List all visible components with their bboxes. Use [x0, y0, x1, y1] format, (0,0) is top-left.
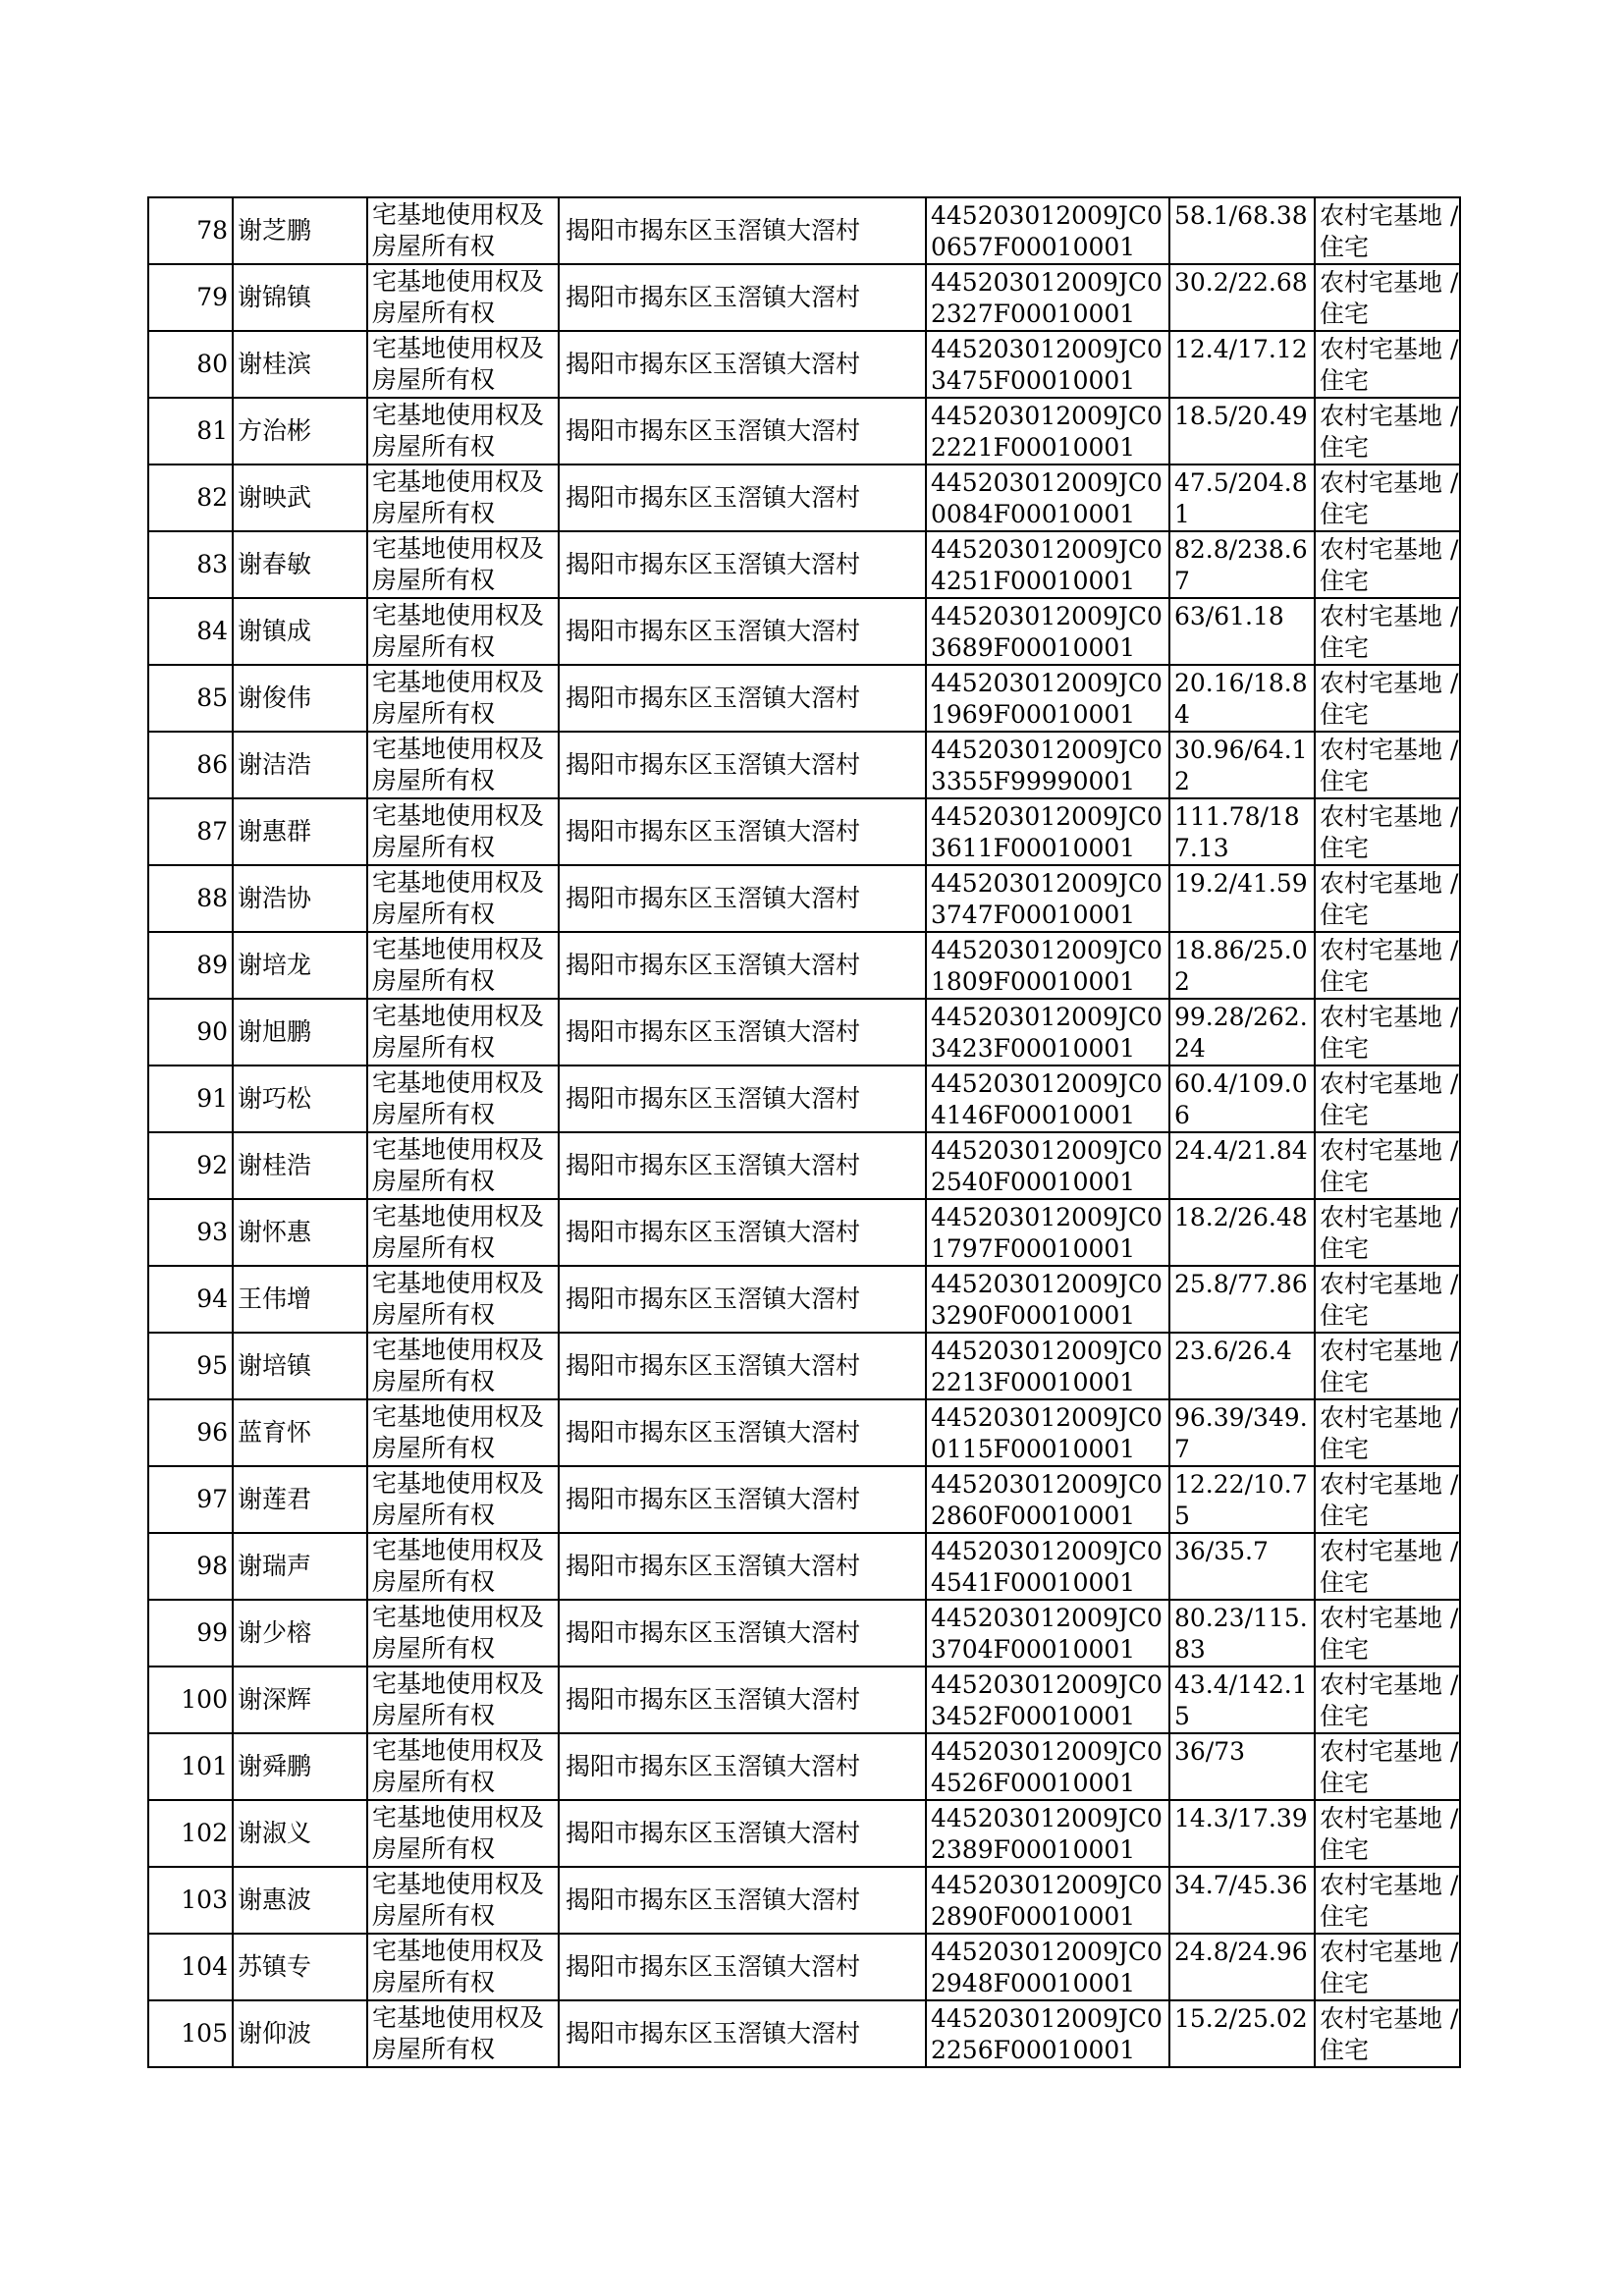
- unit-code: 445203012009JC03704F00010001: [926, 1600, 1169, 1667]
- row-number: 96: [148, 1399, 233, 1466]
- right-type: 宅基地使用权及房屋所有权: [367, 1800, 559, 1867]
- table-row: [148, 531, 1460, 598]
- unit-code: 445203012009JC00657F00010001: [926, 197, 1169, 264]
- unit-code: 445203012009JC03290F00010001: [926, 1266, 1169, 1333]
- land-use: 农村宅基地 / 住宅: [1315, 398, 1460, 464]
- area-value: 23.6/26.4: [1169, 1333, 1315, 1399]
- owner-name: 谢巧松: [233, 1066, 367, 1132]
- property-location: 揭阳市揭东区玉滘镇大滘村: [559, 398, 926, 464]
- land-use: 农村宅基地 / 住宅: [1315, 1533, 1460, 1600]
- table-row: [148, 1867, 1460, 1934]
- right-type: 宅基地使用权及房屋所有权: [367, 598, 559, 665]
- area-value: 25.8/77.86: [1169, 1266, 1315, 1333]
- row-number: 83: [148, 531, 233, 598]
- unit-code: 445203012009JC03423F00010001: [926, 999, 1169, 1066]
- area-value: 18.86/25.02: [1169, 932, 1315, 999]
- right-type: 宅基地使用权及房屋所有权: [367, 1333, 559, 1399]
- row-number: 91: [148, 1066, 233, 1132]
- unit-code: 445203012009JC00084F00010001: [926, 464, 1169, 531]
- land-use: 农村宅基地 / 住宅: [1315, 1333, 1460, 1399]
- unit-code: 445203012009JC04146F00010001: [926, 1066, 1169, 1132]
- land-use: 农村宅基地 / 住宅: [1315, 932, 1460, 999]
- table-row: [148, 1266, 1460, 1333]
- property-location: 揭阳市揭东区玉滘镇大滘村: [559, 531, 926, 598]
- row-number: 97: [148, 1466, 233, 1533]
- area-value: 12.22/10.75: [1169, 1466, 1315, 1533]
- table-row: [148, 1399, 1460, 1466]
- row-number: 84: [148, 598, 233, 665]
- unit-code: 445203012009JC02860F00010001: [926, 1466, 1169, 1533]
- unit-code: 445203012009JC02389F00010001: [926, 1800, 1169, 1867]
- right-type: 宅基地使用权及房屋所有权: [367, 1132, 559, 1199]
- unit-code: 445203012009JC02213F00010001: [926, 1333, 1169, 1399]
- unit-code: 445203012009JC02327F00010001: [926, 264, 1169, 331]
- row-number: 78: [148, 197, 233, 264]
- property-location: 揭阳市揭东区玉滘镇大滘村: [559, 197, 926, 264]
- land-use: 农村宅基地 / 住宅: [1315, 1867, 1460, 1934]
- right-type: 宅基地使用权及房屋所有权: [367, 932, 559, 999]
- table-row: [148, 464, 1460, 531]
- owner-name: 谢芝鹏: [233, 197, 367, 264]
- land-use: 农村宅基地 / 住宅: [1315, 464, 1460, 531]
- property-location: 揭阳市揭东区玉滘镇大滘村: [559, 999, 926, 1066]
- property-location: 揭阳市揭东区玉滘镇大滘村: [559, 1399, 926, 1466]
- area-value: 82.8/238.67: [1169, 531, 1315, 598]
- land-use: 农村宅基地 / 住宅: [1315, 798, 1460, 865]
- table-row: [148, 598, 1460, 665]
- table-row: [148, 1466, 1460, 1533]
- area-value: 20.16/18.84: [1169, 665, 1315, 732]
- owner-name: 谢深辉: [233, 1667, 367, 1733]
- land-use: 农村宅基地 / 住宅: [1315, 1199, 1460, 1266]
- property-location: 揭阳市揭东区玉滘镇大滘村: [559, 1667, 926, 1733]
- owner-name: 谢旭鹏: [233, 999, 367, 1066]
- property-location: 揭阳市揭东区玉滘镇大滘村: [559, 1066, 926, 1132]
- owner-name: 谢莲君: [233, 1466, 367, 1533]
- registration-table-body: [148, 197, 1460, 2067]
- property-location: 揭阳市揭东区玉滘镇大滘村: [559, 1733, 926, 1800]
- area-value: 36/73: [1169, 1733, 1315, 1800]
- owner-name: 谢浩协: [233, 865, 367, 932]
- right-type: 宅基地使用权及房屋所有权: [367, 464, 559, 531]
- table-row: [148, 732, 1460, 798]
- table-row: [148, 1934, 1460, 2000]
- row-number: 92: [148, 1132, 233, 1199]
- right-type: 宅基地使用权及房屋所有权: [367, 1733, 559, 1800]
- land-use: 农村宅基地 / 住宅: [1315, 665, 1460, 732]
- owner-name: 谢怀惠: [233, 1199, 367, 1266]
- table-row: [148, 398, 1460, 464]
- owner-name: 谢培镇: [233, 1333, 367, 1399]
- row-number: 87: [148, 798, 233, 865]
- table-row: [148, 1800, 1460, 1867]
- right-type: 宅基地使用权及房屋所有权: [367, 531, 559, 598]
- area-value: 80.23/115.83: [1169, 1600, 1315, 1667]
- land-use: 农村宅基地 / 住宅: [1315, 1800, 1460, 1867]
- table-row: [148, 999, 1460, 1066]
- right-type: 宅基地使用权及房屋所有权: [367, 1667, 559, 1733]
- right-type: 宅基地使用权及房屋所有权: [367, 1466, 559, 1533]
- owner-name: 谢淑义: [233, 1800, 367, 1867]
- table-row: [148, 865, 1460, 932]
- right-type: 宅基地使用权及房屋所有权: [367, 1867, 559, 1934]
- owner-name: 谢春敏: [233, 531, 367, 598]
- property-location: 揭阳市揭东区玉滘镇大滘村: [559, 1800, 926, 1867]
- right-type: 宅基地使用权及房屋所有权: [367, 798, 559, 865]
- right-type: 宅基地使用权及房屋所有权: [367, 1266, 559, 1333]
- row-number: 104: [148, 1934, 233, 2000]
- area-value: 60.4/109.06: [1169, 1066, 1315, 1132]
- owner-name: 谢映武: [233, 464, 367, 531]
- row-number: 94: [148, 1266, 233, 1333]
- right-type: 宅基地使用权及房屋所有权: [367, 865, 559, 932]
- unit-code: 445203012009JC00115F00010001: [926, 1399, 1169, 1466]
- property-location: 揭阳市揭东区玉滘镇大滘村: [559, 932, 926, 999]
- area-value: 58.1/68.38: [1169, 197, 1315, 264]
- property-location: 揭阳市揭东区玉滘镇大滘村: [559, 1600, 926, 1667]
- unit-code: 445203012009JC03355F99990001: [926, 732, 1169, 798]
- area-value: 19.2/41.59: [1169, 865, 1315, 932]
- table-row: [148, 1667, 1460, 1733]
- table-row: [148, 665, 1460, 732]
- unit-code: 445203012009JC03689F00010001: [926, 598, 1169, 665]
- row-number: 99: [148, 1600, 233, 1667]
- table-row: [148, 1132, 1460, 1199]
- table-row: [148, 331, 1460, 398]
- right-type: 宅基地使用权及房屋所有权: [367, 1399, 559, 1466]
- row-number: 101: [148, 1733, 233, 1800]
- area-value: 111.78/187.13: [1169, 798, 1315, 865]
- right-type: 宅基地使用权及房屋所有权: [367, 2000, 559, 2067]
- land-use: 农村宅基地 / 住宅: [1315, 531, 1460, 598]
- property-location: 揭阳市揭东区玉滘镇大滘村: [559, 464, 926, 531]
- property-location: 揭阳市揭东区玉滘镇大滘村: [559, 1266, 926, 1333]
- table-row: [148, 1066, 1460, 1132]
- land-use: 农村宅基地 / 住宅: [1315, 598, 1460, 665]
- owner-name: 谢仰波: [233, 2000, 367, 2067]
- unit-code: 445203012009JC02948F00010001: [926, 1934, 1169, 2000]
- right-type: 宅基地使用权及房屋所有权: [367, 1533, 559, 1600]
- land-use: 农村宅基地 / 住宅: [1315, 865, 1460, 932]
- property-location: 揭阳市揭东区玉滘镇大滘村: [559, 1466, 926, 1533]
- property-location: 揭阳市揭东区玉滘镇大滘村: [559, 264, 926, 331]
- row-number: 105: [148, 2000, 233, 2067]
- property-location: 揭阳市揭东区玉滘镇大滘村: [559, 732, 926, 798]
- row-number: 95: [148, 1333, 233, 1399]
- row-number: 89: [148, 932, 233, 999]
- area-value: 14.3/17.39: [1169, 1800, 1315, 1867]
- area-value: 96.39/349.7: [1169, 1399, 1315, 1466]
- property-location: 揭阳市揭东区玉滘镇大滘村: [559, 2000, 926, 2067]
- owner-name: 谢俊伟: [233, 665, 367, 732]
- unit-code: 445203012009JC01809F00010001: [926, 932, 1169, 999]
- property-location: 揭阳市揭东区玉滘镇大滘村: [559, 1199, 926, 1266]
- table-row: [148, 1733, 1460, 1800]
- land-use: 农村宅基地 / 住宅: [1315, 331, 1460, 398]
- right-type: 宅基地使用权及房屋所有权: [367, 999, 559, 1066]
- property-location: 揭阳市揭东区玉滘镇大滘村: [559, 665, 926, 732]
- unit-code: 445203012009JC04526F00010001: [926, 1733, 1169, 1800]
- unit-code: 445203012009JC01969F00010001: [926, 665, 1169, 732]
- area-value: 24.4/21.84: [1169, 1132, 1315, 1199]
- unit-code: 445203012009JC04251F00010001: [926, 531, 1169, 598]
- unit-code: 445203012009JC03747F00010001: [926, 865, 1169, 932]
- unit-code: 445203012009JC04541F00010001: [926, 1533, 1169, 1600]
- row-number: 86: [148, 732, 233, 798]
- owner-name: 王伟增: [233, 1266, 367, 1333]
- owner-name: 谢桂滨: [233, 331, 367, 398]
- land-use: 农村宅基地 / 住宅: [1315, 1600, 1460, 1667]
- area-value: 12.4/17.12: [1169, 331, 1315, 398]
- property-location: 揭阳市揭东区玉滘镇大滘村: [559, 1934, 926, 2000]
- property-location: 揭阳市揭东区玉滘镇大滘村: [559, 598, 926, 665]
- land-use: 农村宅基地 / 住宅: [1315, 1466, 1460, 1533]
- property-location: 揭阳市揭东区玉滘镇大滘村: [559, 1867, 926, 1934]
- property-location: 揭阳市揭东区玉滘镇大滘村: [559, 1533, 926, 1600]
- area-value: 43.4/142.15: [1169, 1667, 1315, 1733]
- owner-name: 谢瑞声: [233, 1533, 367, 1600]
- right-type: 宅基地使用权及房屋所有权: [367, 665, 559, 732]
- right-type: 宅基地使用权及房屋所有权: [367, 1199, 559, 1266]
- property-location: 揭阳市揭东区玉滘镇大滘村: [559, 331, 926, 398]
- row-number: 98: [148, 1533, 233, 1600]
- row-number: 81: [148, 398, 233, 464]
- unit-code: 445203012009JC02221F00010001: [926, 398, 1169, 464]
- right-type: 宅基地使用权及房屋所有权: [367, 264, 559, 331]
- row-number: 102: [148, 1800, 233, 1867]
- owner-name: 苏镇专: [233, 1934, 367, 2000]
- unit-code: 445203012009JC02890F00010001: [926, 1867, 1169, 1934]
- table-row: [148, 1600, 1460, 1667]
- row-number: 100: [148, 1667, 233, 1733]
- area-value: 18.5/20.49: [1169, 398, 1315, 464]
- unit-code: 445203012009JC03611F00010001: [926, 798, 1169, 865]
- unit-code: 445203012009JC03452F00010001: [926, 1667, 1169, 1733]
- property-location: 揭阳市揭东区玉滘镇大滘村: [559, 1333, 926, 1399]
- land-use: 农村宅基地 / 住宅: [1315, 999, 1460, 1066]
- land-use: 农村宅基地 / 住宅: [1315, 1733, 1460, 1800]
- area-value: 47.5/204.81: [1169, 464, 1315, 531]
- area-value: 15.2/25.02: [1169, 2000, 1315, 2067]
- row-number: 80: [148, 331, 233, 398]
- row-number: 79: [148, 264, 233, 331]
- right-type: 宅基地使用权及房屋所有权: [367, 732, 559, 798]
- land-use: 农村宅基地 / 住宅: [1315, 2000, 1460, 2067]
- table-row: [148, 798, 1460, 865]
- row-number: 88: [148, 865, 233, 932]
- land-use: 农村宅基地 / 住宅: [1315, 1399, 1460, 1466]
- property-location: 揭阳市揭东区玉滘镇大滘村: [559, 1132, 926, 1199]
- table-row: [148, 2000, 1460, 2067]
- right-type: 宅基地使用权及房屋所有权: [367, 398, 559, 464]
- land-use: 农村宅基地 / 住宅: [1315, 1266, 1460, 1333]
- area-value: 18.2/26.48: [1169, 1199, 1315, 1266]
- unit-code: 445203012009JC02256F00010001: [926, 2000, 1169, 2067]
- row-number: 85: [148, 665, 233, 732]
- land-use: 农村宅基地 / 住宅: [1315, 1132, 1460, 1199]
- owner-name: 谢少榕: [233, 1600, 367, 1667]
- owner-name: 谢镇成: [233, 598, 367, 665]
- area-value: 30.96/64.12: [1169, 732, 1315, 798]
- unit-code: 445203012009JC02540F00010001: [926, 1132, 1169, 1199]
- owner-name: 谢桂浩: [233, 1132, 367, 1199]
- owner-name: 蓝育怀: [233, 1399, 367, 1466]
- area-value: 30.2/22.68: [1169, 264, 1315, 331]
- registration-table: [147, 196, 1461, 2068]
- owner-name: 谢锦镇: [233, 264, 367, 331]
- land-use: 农村宅基地 / 住宅: [1315, 197, 1460, 264]
- owner-name: 谢洁浩: [233, 732, 367, 798]
- row-number: 103: [148, 1867, 233, 1934]
- right-type: 宅基地使用权及房屋所有权: [367, 1600, 559, 1667]
- land-use: 农村宅基地 / 住宅: [1315, 1667, 1460, 1733]
- land-use: 农村宅基地 / 住宅: [1315, 1934, 1460, 2000]
- land-use: 农村宅基地 / 住宅: [1315, 264, 1460, 331]
- unit-code: 445203012009JC01797F00010001: [926, 1199, 1169, 1266]
- land-use: 农村宅基地 / 住宅: [1315, 732, 1460, 798]
- area-value: 34.7/45.36: [1169, 1867, 1315, 1934]
- area-value: 36/35.7: [1169, 1533, 1315, 1600]
- table-row: [148, 197, 1460, 264]
- table-row: [148, 1199, 1460, 1266]
- row-number: 82: [148, 464, 233, 531]
- area-value: 63/61.18: [1169, 598, 1315, 665]
- owner-name: 方治彬: [233, 398, 367, 464]
- property-location: 揭阳市揭东区玉滘镇大滘村: [559, 865, 926, 932]
- row-number: 90: [148, 999, 233, 1066]
- table-row: [148, 1333, 1460, 1399]
- land-use: 农村宅基地 / 住宅: [1315, 1066, 1460, 1132]
- owner-name: 谢惠群: [233, 798, 367, 865]
- row-number: 93: [148, 1199, 233, 1266]
- owner-name: 谢舜鹏: [233, 1733, 367, 1800]
- area-value: 99.28/262.24: [1169, 999, 1315, 1066]
- right-type: 宅基地使用权及房屋所有权: [367, 1934, 559, 2000]
- unit-code: 445203012009JC03475F00010001: [926, 331, 1169, 398]
- table-row: [148, 1533, 1460, 1600]
- owner-name: 谢惠波: [233, 1867, 367, 1934]
- property-location: 揭阳市揭东区玉滘镇大滘村: [559, 798, 926, 865]
- right-type: 宅基地使用权及房屋所有权: [367, 1066, 559, 1132]
- area-value: 24.8/24.96: [1169, 1934, 1315, 2000]
- table-row: [148, 932, 1460, 999]
- table-row: [148, 264, 1460, 331]
- right-type: 宅基地使用权及房屋所有权: [367, 331, 559, 398]
- right-type: 宅基地使用权及房屋所有权: [367, 197, 559, 264]
- owner-name: 谢培龙: [233, 932, 367, 999]
